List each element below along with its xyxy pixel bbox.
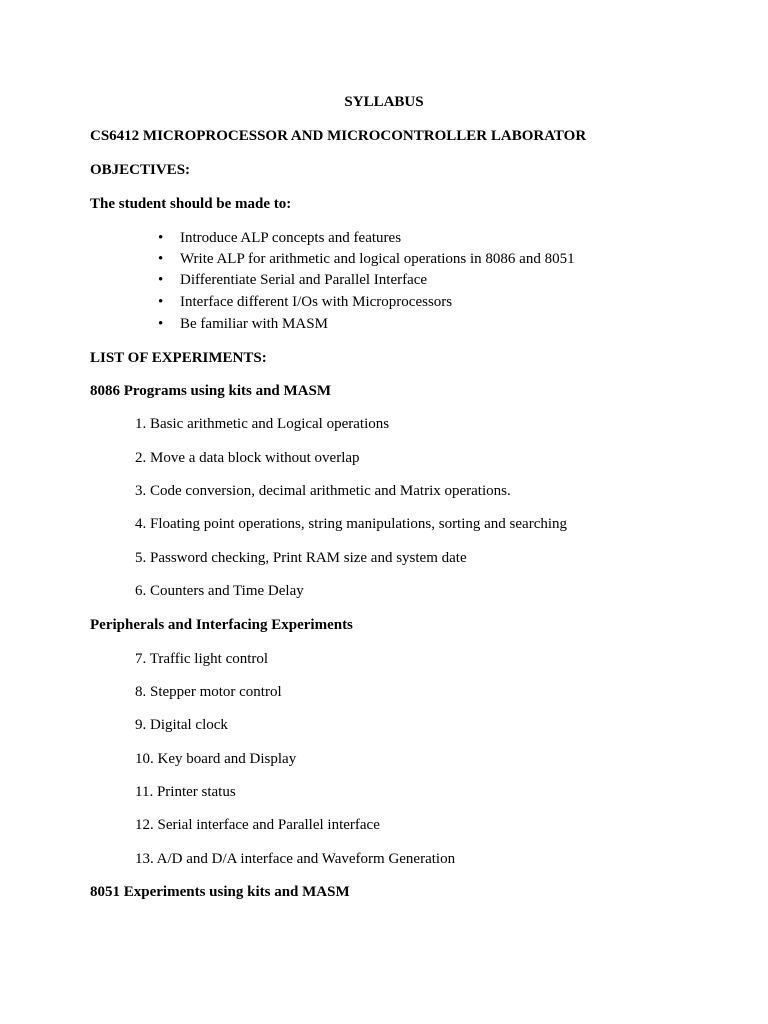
section-8051-heading: 8051 Experiments using kits and MASM [90,884,350,900]
bullet-icon: • [158,316,164,332]
objectives-heading: OBJECTIVES: [90,162,191,178]
objective-item: Interface different I/Os with Microprocessors [180,294,453,310]
experiment-item: 6. Counters and Time Delay [135,583,304,599]
experiment-item: 8. Stepper motor control [135,684,282,700]
experiment-item: 4. Floating point operations, string manipulations, sorting and searching [135,516,568,532]
document-title: SYLLABUS [344,94,424,110]
bullet-icon: • [158,230,164,246]
bullet-icon: • [158,294,164,310]
section-8086-heading: 8086 Programs using kits and MASM [90,383,331,399]
objective-item: Differentiate Serial and Parallel Interface [180,272,428,288]
experiment-item: 2. Move a data block without overlap [135,450,360,466]
objective-item: Introduce ALP concepts and features [180,230,402,246]
experiments-heading: LIST OF EXPERIMENTS: [90,350,267,366]
experiment-item: 5. Password checking, Print RAM size and system date [135,550,467,566]
experiment-item: 10. Key board and Display [135,751,297,767]
experiment-item: 13. A/D and D/A interface and Waveform Generation [135,851,456,867]
bullet-icon: • [158,251,164,267]
experiment-item: 1. Basic arithmetic and Logical operations [135,416,390,432]
objective-item: Be familiar with MASM [180,316,328,332]
experiment-item: 12. Serial interface and Parallel interface [135,817,380,833]
objective-item: Write ALP for arithmetic and logical operations in 8086 and 8051 [180,251,575,267]
experiment-item: 3. Code conversion, decimal arithmetic and Matrix operations. [135,483,511,499]
bullet-icon: • [158,272,164,288]
experiment-item: 11. Printer status [135,784,236,800]
course-title: CS6412 MICROPROCESSOR AND MICROCONTROLLER LABORATOR [90,128,587,144]
experiment-item: 9. Digital clock [135,717,228,733]
experiment-item: 7. Traffic light control [135,651,269,667]
section-peripherals-heading: Peripherals and Interfacing Experiments [90,617,353,633]
objectives-intro: The student should be made to: [90,196,292,212]
